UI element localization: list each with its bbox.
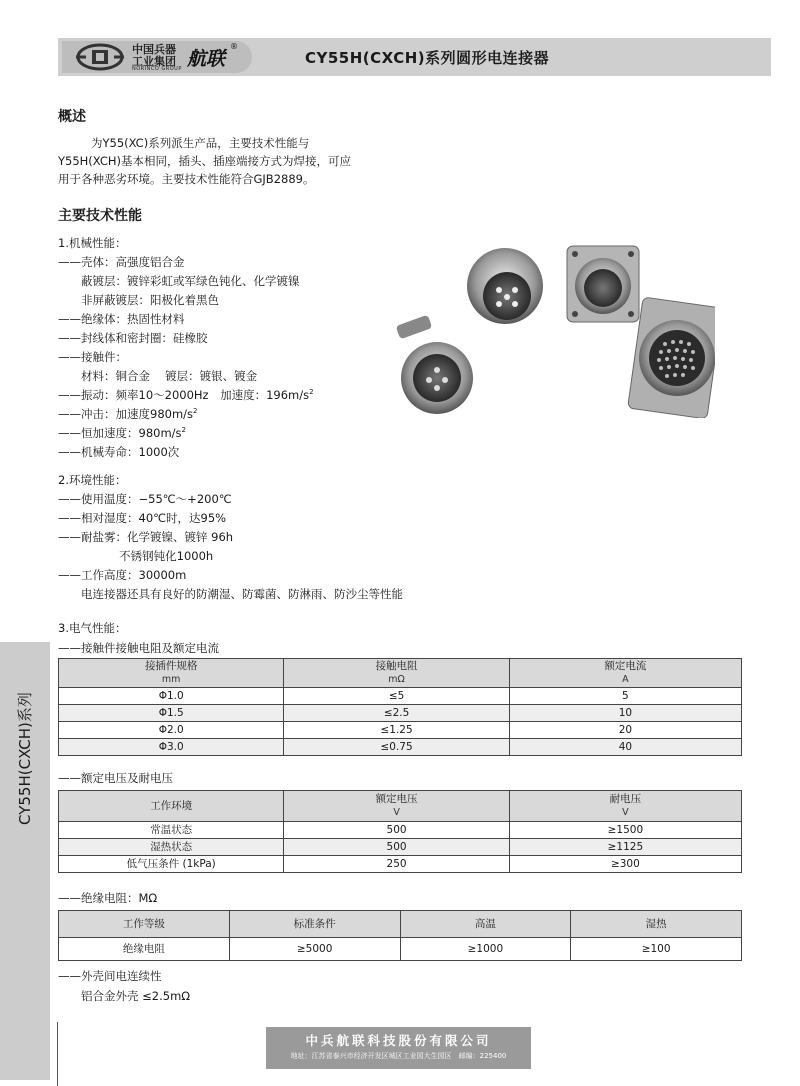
continuity-value: 铝合金外壳 ≤2.5mΩ xyxy=(58,989,191,1003)
footer-company: 中兵航联科技股份有限公司 xyxy=(305,1033,492,1048)
overview-line3: 用于各种恶劣环境。主要技术性能符合GJB2889。 xyxy=(58,172,315,186)
table-cell: ≥300 xyxy=(509,856,741,873)
table-cell: Φ1.0 xyxy=(59,688,284,705)
contact-table xyxy=(58,658,742,756)
superscript: 2 xyxy=(193,407,198,416)
table-cell: ≥5000 xyxy=(229,938,400,961)
header-label: 耐电压 xyxy=(609,793,642,805)
header-unit: mm xyxy=(161,674,181,685)
table-header-row xyxy=(59,791,742,822)
header-unit: V xyxy=(393,807,400,818)
header-label: 工作环境 xyxy=(150,800,193,812)
table-row xyxy=(59,839,742,856)
table-header-cell xyxy=(284,659,509,688)
table-cell: 5 xyxy=(509,688,741,705)
table-cell: Φ3.0 xyxy=(59,739,284,756)
brand-line2: 工业集团 xyxy=(132,55,176,68)
table-header-row xyxy=(59,911,742,938)
header-unit: mΩ xyxy=(388,674,405,685)
page-title: CY55H(CXCH)系列圆形电连接器 xyxy=(305,49,550,67)
mech-line: 蔽镀层：镀锌彩虹或军绿色钝化、化学镀镍 xyxy=(58,274,300,288)
table-cell: ≤5 xyxy=(284,688,509,705)
table-cell: Φ2.0 xyxy=(59,722,284,739)
table-cell: 40 xyxy=(509,739,741,756)
table-cell: ≥1500 xyxy=(509,822,741,839)
table-cell: ≤2.5 xyxy=(284,705,509,722)
mech-line: ——封线体和密封圈：硅橡胶 xyxy=(58,331,208,345)
electrical-title: 3.电气性能： xyxy=(58,621,127,635)
header-unit: V xyxy=(622,807,629,818)
side-label-text: CY55H(CXCH)系列 xyxy=(16,692,34,825)
accel-line xyxy=(58,425,186,441)
table-cell: 500 xyxy=(284,822,509,839)
env-line: 电连接器还具有良好的防潮湿、防霉菌、防淋雨、防沙尘等性能 xyxy=(58,587,403,601)
shock-line xyxy=(58,406,198,422)
footer-address: 地址：江苏省泰兴市经济开发区城区工业园大生园区 邮编：225400 xyxy=(290,1052,507,1060)
continuity-caption: ——外壳间电连续性 xyxy=(58,969,162,983)
env-line: ——工作高度：30000m xyxy=(58,568,187,582)
env-line: ——使用温度：−55℃～+200℃ xyxy=(58,492,232,506)
table-row xyxy=(59,822,742,839)
insulation-caption: ——绝缘电阻：MΩ xyxy=(58,891,158,905)
table-cell: 湿热状态 xyxy=(59,839,284,856)
overview-heading: 概述 xyxy=(58,109,86,125)
table-header-cell: 高温 xyxy=(400,911,571,938)
voltage-table xyxy=(58,790,742,873)
table-header-cell: 湿热 xyxy=(571,911,742,938)
table-header-row xyxy=(59,659,742,688)
contact-caption: ——接触件接触电阻及额定电流 xyxy=(58,641,219,655)
table-cell: Φ1.5 xyxy=(59,705,284,722)
overview-line2: Y55H(XCH)基本相同，插头、插座端接方式为焊接，可应 xyxy=(58,154,351,168)
brand-english: NORINCO GROUP xyxy=(132,66,182,72)
table-cell: ≥1000 xyxy=(400,938,571,961)
table-cell: 常温状态 xyxy=(59,822,284,839)
mech-line: ——接触件： xyxy=(58,350,127,364)
table-cell: 250 xyxy=(284,856,509,873)
mechanical-title: 1.机械性能： xyxy=(58,236,127,250)
superscript: 2 xyxy=(181,426,186,435)
superscript: 2 xyxy=(309,388,314,397)
life-line: ——机械寿命：1000次 xyxy=(58,445,180,459)
voltage-caption: ——额定电压及耐电压 xyxy=(58,771,173,785)
env-line: ——相对湿度：40℃时，达95% xyxy=(58,511,227,525)
specs-heading: 主要技术性能 xyxy=(58,208,142,224)
table-header-cell: 工作等级 xyxy=(59,911,230,938)
table-cell: ≤0.75 xyxy=(284,739,509,756)
table-row xyxy=(59,722,742,739)
mech-line: ——绝缘体：热固性材料 xyxy=(58,312,185,326)
table-row xyxy=(59,938,742,961)
table-cell: ≥100 xyxy=(571,938,742,961)
accel-text: ——恒加速度：980m/s xyxy=(58,426,182,440)
table-header-cell xyxy=(284,791,509,822)
table-cell: 10 xyxy=(509,705,741,722)
insulation-table xyxy=(58,910,742,961)
header-label: 额定电压 xyxy=(375,793,418,805)
shock-text: ——冲击：加速度980m/s xyxy=(58,407,194,421)
registered-mark: ® xyxy=(230,42,238,51)
norinco-logo-icon xyxy=(72,42,128,72)
table-header-cell xyxy=(59,659,284,688)
table-row xyxy=(59,705,742,722)
left-rule xyxy=(57,1022,58,1086)
table-cell: ≥1125 xyxy=(509,839,741,856)
header-label: 接触电阻 xyxy=(375,660,418,672)
connector-photos-image xyxy=(395,238,715,418)
env-line: 不锈钢钝化1000h xyxy=(58,549,214,563)
table-row xyxy=(59,688,742,705)
environment-title: 2.环境性能： xyxy=(58,473,127,487)
table-cell: 500 xyxy=(284,839,509,856)
brand-name: 航联 xyxy=(187,48,226,70)
table-row xyxy=(59,739,742,756)
header-unit: A xyxy=(622,674,629,685)
env-line: ——耐盐雾：化学镀镍、镀锌 96h xyxy=(58,530,234,544)
mech-line: ——壳体：高强度铝合金 xyxy=(58,255,185,269)
table-header-cell xyxy=(509,791,741,822)
header-label: 额定电流 xyxy=(604,660,647,672)
table-cell: ≤1.25 xyxy=(284,722,509,739)
header-label: 接插件规格 xyxy=(144,660,198,672)
table-header-cell xyxy=(509,659,741,688)
table-header-cell: 标准条件 xyxy=(229,911,400,938)
table-cell: 绝缘电阻 xyxy=(59,938,230,961)
table-cell: 20 xyxy=(509,722,741,739)
mech-line: 非屏蔽镀层：阳极化着黑色 xyxy=(58,293,219,307)
side-label xyxy=(10,660,34,830)
table-cell: 低气压条件 (1kPa) xyxy=(59,856,284,873)
brand-line1: 中国兵器 xyxy=(132,43,176,56)
table-header-cell xyxy=(59,791,284,822)
vibration-line xyxy=(58,387,314,403)
table-row xyxy=(59,856,742,873)
overview-line1: 为Y55(XC)系列派生产品，主要技术性能与 xyxy=(91,136,310,150)
mech-line: 材料：铜合金 镀层：镀银、镀金 xyxy=(58,369,258,383)
vibration-text: ——振动：频率10～2000Hz 加速度：196m/s xyxy=(58,388,310,402)
